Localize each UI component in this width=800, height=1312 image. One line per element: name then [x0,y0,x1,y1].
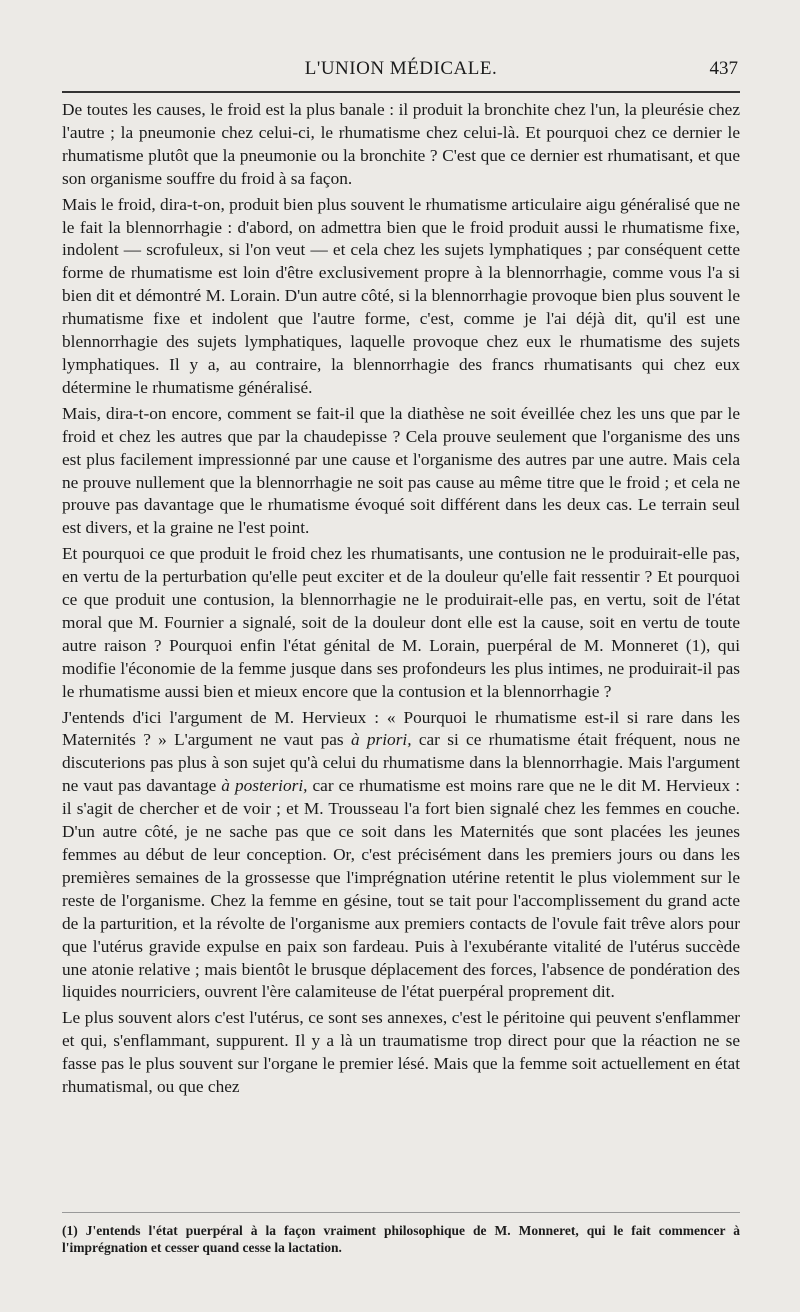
footnote: (1) J'entends l'état puerpéral à la façon vraiment philosophique de M. Monneret, qui le fait commencer à l'imprégnation et cesser quand cesse la lactation. [62,1223,740,1255]
footnote-rule [62,1212,740,1213]
running-head: L'UNION MÉDICALE. [304,58,498,79]
paragraph-1: De toutes les causes, le froid est la plus banale : il produit la bronchite chez l'un, la pleurésie chez l'autre ; la pneumonie chez celui-ci, le rhumatisme chez celui-là. Et pourquoi chez ce dernier le rhumatisme plutôt que la pneumonie ou la bronchite ? C'est que ce dernier est rhumatisant, et que son organisme souffre du froid à sa façon. [62,100,740,188]
paragraph-5 [62,707,740,1005]
paragraph-3: Mais, dira-t-on encore, comment se fait-il que la diathèse ne soit éveillée chez les uns que par le froid et chez les autres que par la chaudepisse ? Cela prouve seulement que l'organisme des uns est plus facilement impressionné par une cause et l'organisme des autres par une autre. Mais cela ne prouve nullement que la blennorrhagie ne soit pas cause au même titre que le froid ; et cela ne prouve pas davantage que le rhumatisme évoqué soit différent dans les deux cas. Le terrain seul est divers, et la graine ne l'est point. [62,403,740,538]
header-rule [62,91,740,93]
paragraph-4: Et pourquoi ce que produit le froid chez les rhumatisants, une contusion ne le produirait-elle pas, en vertu de la perturbation qu'elle peut exciter et de la douleur qu'elle fait ressentir ? Et pourquoi ce que produit une contusion, la blennorrhagie ne le produirait-elle pas, en vertu, soit de l'état moral que M. Fournier a signalé, soit de la douleur dont elle est la cause, soit en vertu de toute autre raison ? Pourquoi enfin l'état génital de M. Lorain, puerpéral de M. Monneret (1), qui modifie l'économie de la femme jusque dans ses profondeurs les plus intimes, ne produirait-il pas le rhumatisme aussi bien et mieux encore que la contusion et la blennorrhagie ? [62,544,740,701]
paragraph-5-part-a: J'entends d'ici l'argument de M. Hervieux : « Pourquoi le rhumatisme est-il si rare dans les Maternités ? » L'argument ne vaut pas [62,707,740,750]
paragraph-5-part-c: car ce rhumatisme est moins rare que ne le dit M. Hervieux : il s'agit de chercher et de voir ; et M. Trousseau l'a fort bien signalé chez les femmes en couche. D'un autre côté, je ne sache pas que ce soit dans les Maternités que sont placées les jeunes femmes au début de leur conception. Or, c'est précisément dans les premiers jours ou dans les premières semaines de la grossesse que l'imprégnation utérine retentit le plus violemment sur le reste de l'organisme. Chez la femme en gésine, tout se tait pour l'accomplissement du grand acte de la parturition, et la révolte de l'organisme aux premiers contacts de l'ovule fait trêve alors pour que l'utérus gravide expulse en paix son fardeau. Puis à l'exubérante vitalité de l'utérus succède une atonie relative ; mais bientôt le brusque déplacement des forces, l'absence de pondération des liquides nourriciers, ouvrent l'ère calamiteuse de l'état puerpéral proprement dit. [62,776,741,1002]
italic-a-priori: à priori, [350,730,412,750]
italic-a-posteriori: à posteriori, [221,776,308,796]
paragraph-6: Le plus souvent alors c'est l'utérus, ce sont ses annexes, c'est le péritoine qui peuvent s'enflammer et qui, s'enflammant, suppurent. Il y a là un traumatisme trop direct pour que la réaction ne se fasse pas le plus souvent sur l'organe le premier lésé. Mais que la femme soit actuellement en état rhumatismal, ou que chez [62,1008,740,1097]
page-number: 437 [709,58,738,79]
page-header [62,56,740,84]
body-text [62,99,740,1099]
paragraph-2: Mais le froid, dira-t-on, produit bien plus souvent le rhumatisme articulaire aigu généralisé que ne le fait la blennorrhagie : d'abord, on admettra bien que le froid produit aussi le rhumatisme fixe, indolent — scrofuleux, si l'on veut — et cela chez les sujets lymphatiques ; par conséquent cette forme de rhumatisme est loin d'être exclusivement propre à la blennorrhagie, comme vous l'a si bien dit et démontré M. Lorain. D'un autre côté, si la blennorrhagie provoque bien plus souvent le rhumatisme fixe et indolent que l'autre forme, c'est, comme je l'ai déjà dit, qu'il est une blennorrhagie des sujets lymphatiques, laquelle provoque chez eux le rhumatisme des sujets lymphatiques. Il y a, au contraire, la blennorrhagie des francs rhumatisants qui chez eux détermine le rhumatisme généralisé. [62,194,740,397]
paragraph-5-part-b: car si ce rhumatisme était fréquent, nous ne discuterions pas plus à son sujet qu'à celui du rhumatisme dans la blennorrhagie. Mais l'argument ne vaut pas davantage [62,730,740,796]
